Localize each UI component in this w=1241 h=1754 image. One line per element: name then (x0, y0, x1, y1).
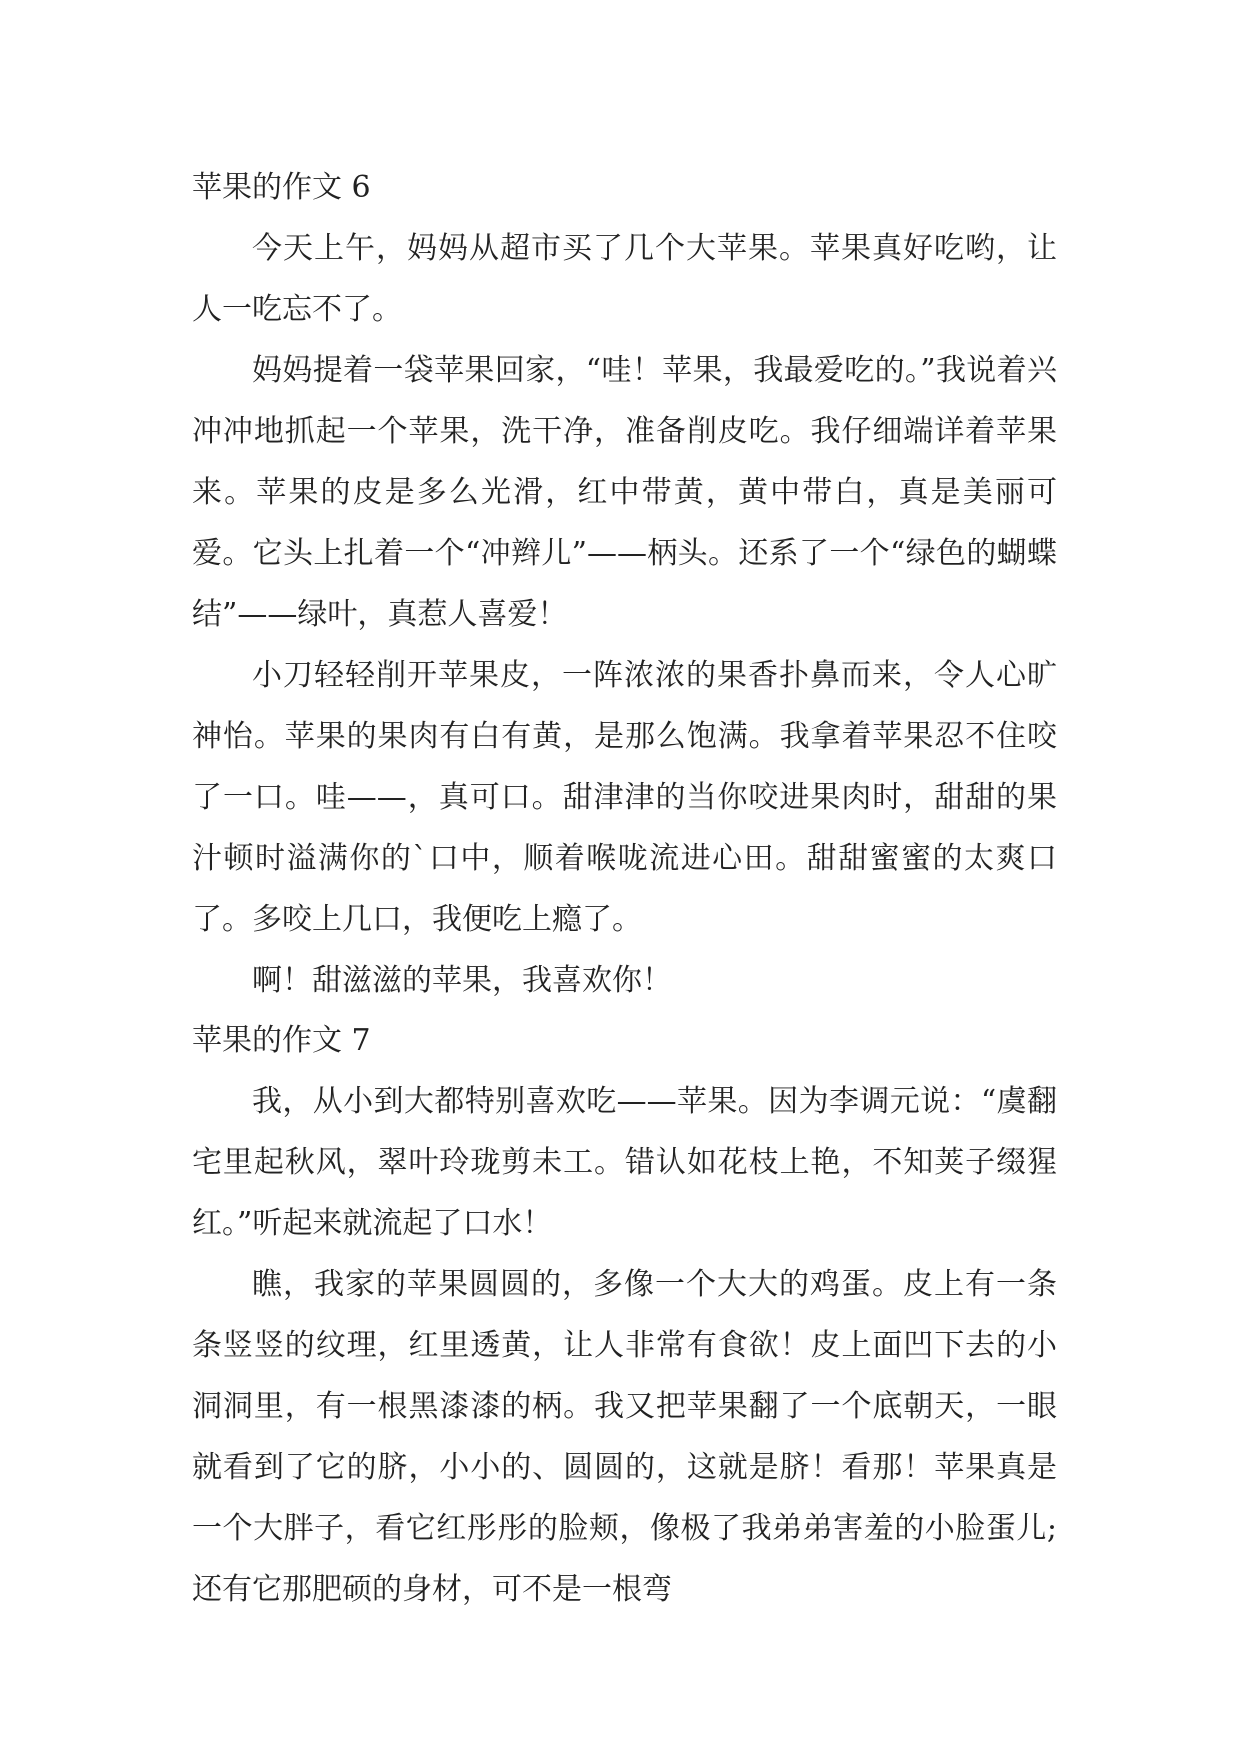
essay-section-7 (192, 1011, 1057, 1620)
paragraph: 小刀轻轻削开苹果皮，一阵浓浓的果香扑鼻而来，令人心旷神怡。苹果的果肉有白有黄，是那么饱满。我拿着苹果忍不住咬了一口。哇——，真可口。甜津津的当你咬进果肉时，甜甜的果汁顿时溢满你的`口中，顺着喉咙流进心田。甜甜蜜蜜的太爽口了。多咬上几口，我便吃上瘾了。 (192, 658, 1057, 937)
paragraph: 我，从小到大都特别喜欢吃——苹果。因为李调元说：“虞翻宅里起秋风，翠叶玲珑剪未工。错认如花枝上艳，不知荚子缀猩红。”听起来就流起了口水！ (192, 1084, 1057, 1241)
document-body (192, 158, 1057, 1620)
paragraph: 妈妈提着一袋苹果回家，“哇！苹果，我最爱吃的。”我说着兴冲冲地抓起一个苹果，洗干净，准备削皮吃。我仔细端详着苹果来。苹果的皮是多么光滑，红中带黄，黄中带白，真是美丽可爱。它头上扎着一个“冲辫儿”——柄头。还系了一个“绿色的蝴蝶结”——绿叶，真惹人喜爱！ (192, 353, 1057, 632)
essay-section-6 (192, 158, 1057, 1011)
paragraph: 今天上午，妈妈从超市买了几个大苹果。苹果真好吃哟，让人一吃忘不了。 (192, 231, 1057, 327)
paragraph: 瞧，我家的苹果圆圆的，多像一个大大的鸡蛋。皮上有一条条竖竖的纹理，红里透黄，让人非常有食欲！皮上面凹下去的小洞洞里，有一根黑漆漆的柄。我又把苹果翻了一个底朝天，一眼就看到了它的脐，小小的、圆圆的，这就是脐！看那！苹果真是一个大胖子，看它红彤彤的脸颊，像极了我弟弟害羞的小脸蛋儿;还有它那肥硕的身材，可不是一根弯 (192, 1267, 1057, 1607)
section-heading: 苹果的作文 7 (192, 1023, 371, 1058)
paragraph: 啊！甜滋滋的苹果，我喜欢你！ (252, 963, 672, 998)
section-heading: 苹果的作文 6 (192, 170, 371, 205)
